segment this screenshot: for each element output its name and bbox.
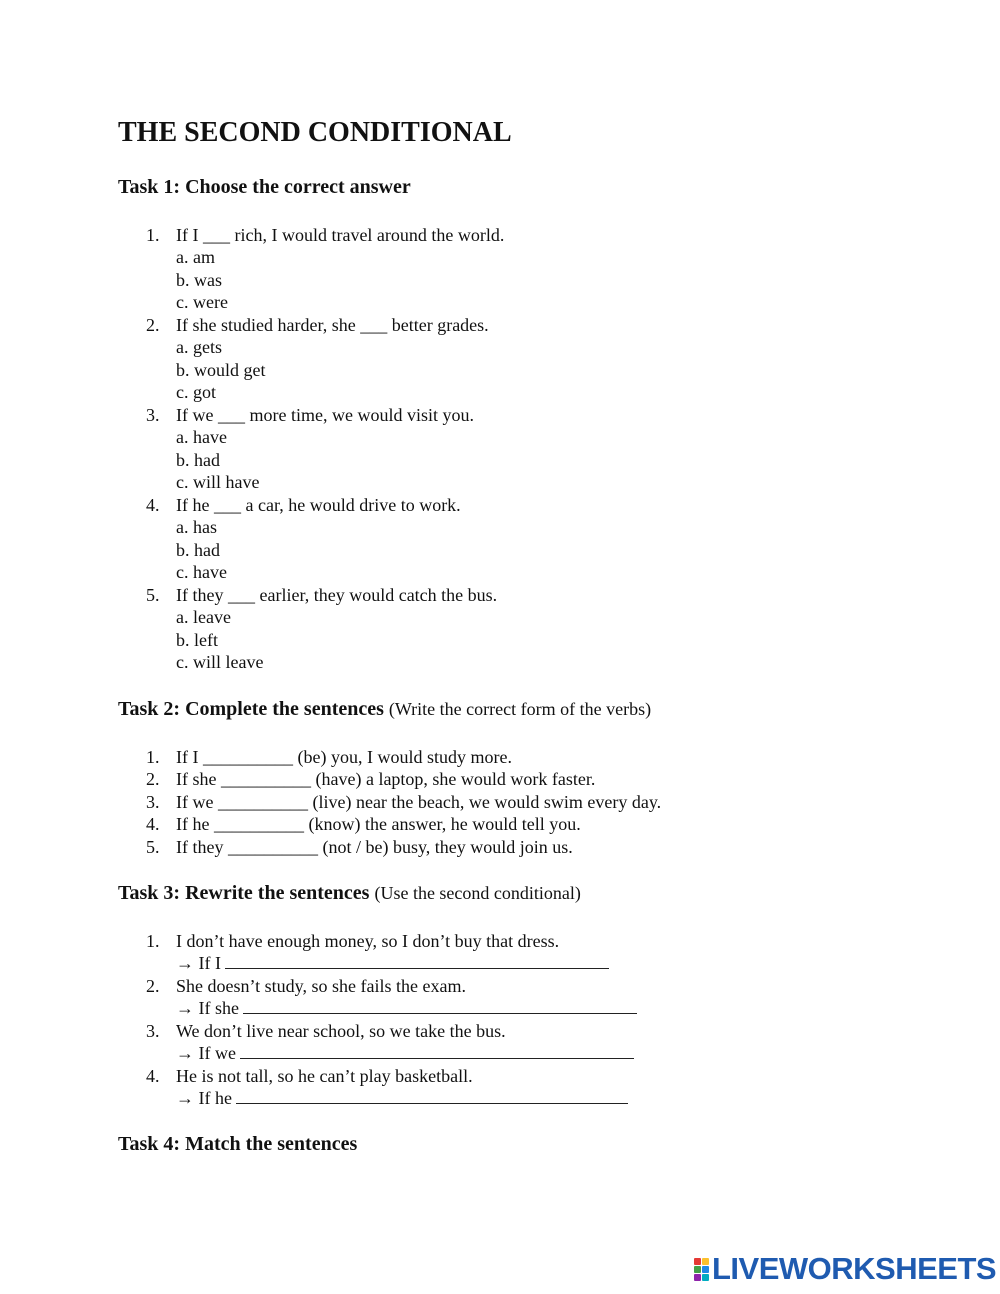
question-text: If he ___ a car, he would drive to work. xyxy=(176,495,461,515)
task1-q1-option-c[interactable]: c. were xyxy=(176,292,228,312)
logo-mark-cell xyxy=(694,1274,701,1281)
task2-heading-text: Task 2: Complete the sentences xyxy=(118,698,384,720)
task4-heading xyxy=(118,1133,357,1156)
item-number: 1. xyxy=(146,747,160,767)
task3-heading-note: (Use the second conditional) xyxy=(374,883,581,903)
task1-q5-option-a[interactable]: a. leave xyxy=(176,607,231,627)
question-text: If she studied harder, she ___ better grades. xyxy=(176,315,489,335)
liveworksheets-logo xyxy=(694,1252,996,1286)
task1-q2-option-b[interactable]: b. would get xyxy=(176,360,266,380)
question-number: 1. xyxy=(146,225,160,245)
item-number: 5. xyxy=(146,837,160,857)
item-text: We don’t live near school, so we take the bus. xyxy=(176,1021,506,1041)
logo-mark-cell xyxy=(702,1274,709,1281)
question-number: 4. xyxy=(146,495,160,515)
item-text: I don’t have enough money, so I don’t buy that dress. xyxy=(176,931,560,951)
item-number: 3. xyxy=(146,792,160,812)
logo-mark-cell xyxy=(694,1266,701,1273)
question-number: 3. xyxy=(146,405,160,425)
logo-mark-cell xyxy=(694,1258,701,1265)
task1-q3-option-c[interactable]: c. will have xyxy=(176,472,260,492)
task1-q1-option-b[interactable]: b. was xyxy=(176,270,222,290)
question-text: If they ___ earlier, they would catch the bus. xyxy=(176,585,498,605)
question-number: 2. xyxy=(146,315,160,335)
item-text: If I __________ (be) you, I would study more. xyxy=(176,747,512,767)
logo-text: LIVEWORKSHEETS xyxy=(712,1251,997,1286)
task1-q5-option-c[interactable]: c. will leave xyxy=(176,652,264,672)
item-number: 2. xyxy=(146,769,160,789)
item-text: If she __________ (have) a laptop, she would work faster. xyxy=(176,769,596,789)
item-number: 3. xyxy=(146,1021,160,1041)
answer-blank-line[interactable] xyxy=(243,997,637,1014)
task1-heading-text: Task 1: Choose the correct answer xyxy=(118,176,411,198)
item-text: She doesn’t study, so she fails the exam. xyxy=(176,976,466,996)
task3-heading xyxy=(118,882,581,905)
answer-blank-line[interactable] xyxy=(225,952,609,969)
answer-prompt: → If she xyxy=(176,998,239,1018)
task3-heading-text: Task 3: Rewrite the sentences xyxy=(118,882,370,904)
answer-prompt: → If I xyxy=(176,953,221,973)
question-number: 5. xyxy=(146,585,160,605)
item-text: If we __________ (live) near the beach, we would swim every day. xyxy=(176,792,662,812)
answer-blank-line[interactable] xyxy=(236,1087,628,1104)
item-text: If he __________ (know) the answer, he would tell you. xyxy=(176,814,581,834)
question-text: If I ___ rich, I would travel around the world. xyxy=(176,225,505,245)
task1-q3-option-a[interactable]: a. have xyxy=(176,427,227,447)
task1-q4-option-c[interactable]: c. have xyxy=(176,562,227,582)
answer-prompt: → If he xyxy=(176,1088,232,1108)
task1-heading xyxy=(118,176,411,199)
logo-mark-cell xyxy=(702,1266,709,1273)
task4-heading-text: Task 4: Match the sentences xyxy=(118,1133,358,1155)
logo-mark-cell xyxy=(702,1258,709,1265)
task2-heading xyxy=(118,698,651,721)
task1-q2-option-c[interactable]: c. got xyxy=(176,382,216,402)
task1-q1-option-a[interactable]: a. am xyxy=(176,247,215,267)
item-text: If they __________ (not / be) busy, they would join us. xyxy=(176,837,573,857)
task1-q4-option-a[interactable]: a. has xyxy=(176,517,217,537)
item-number: 4. xyxy=(146,814,160,834)
question-text: If we ___ more time, we would visit you. xyxy=(176,405,474,425)
answer-prompt: → If we xyxy=(176,1043,236,1063)
task1-q3-option-b[interactable]: b. had xyxy=(176,450,220,470)
task2-heading-note: (Write the correct form of the verbs) xyxy=(388,699,652,719)
item-number: 2. xyxy=(146,976,160,996)
task1-q5-option-b[interactable]: b. left xyxy=(176,630,218,650)
task1-q2-option-a[interactable]: a. gets xyxy=(176,337,222,357)
item-number: 4. xyxy=(146,1066,160,1086)
answer-blank-line[interactable] xyxy=(240,1042,634,1059)
task1-q4-option-b[interactable]: b. had xyxy=(176,540,220,560)
logo-mark-icon xyxy=(694,1258,709,1281)
page-title: THE SECOND CONDITIONAL xyxy=(118,117,512,148)
item-text: He is not tall, so he can’t play basketball. xyxy=(176,1066,473,1086)
item-number: 1. xyxy=(146,931,160,951)
